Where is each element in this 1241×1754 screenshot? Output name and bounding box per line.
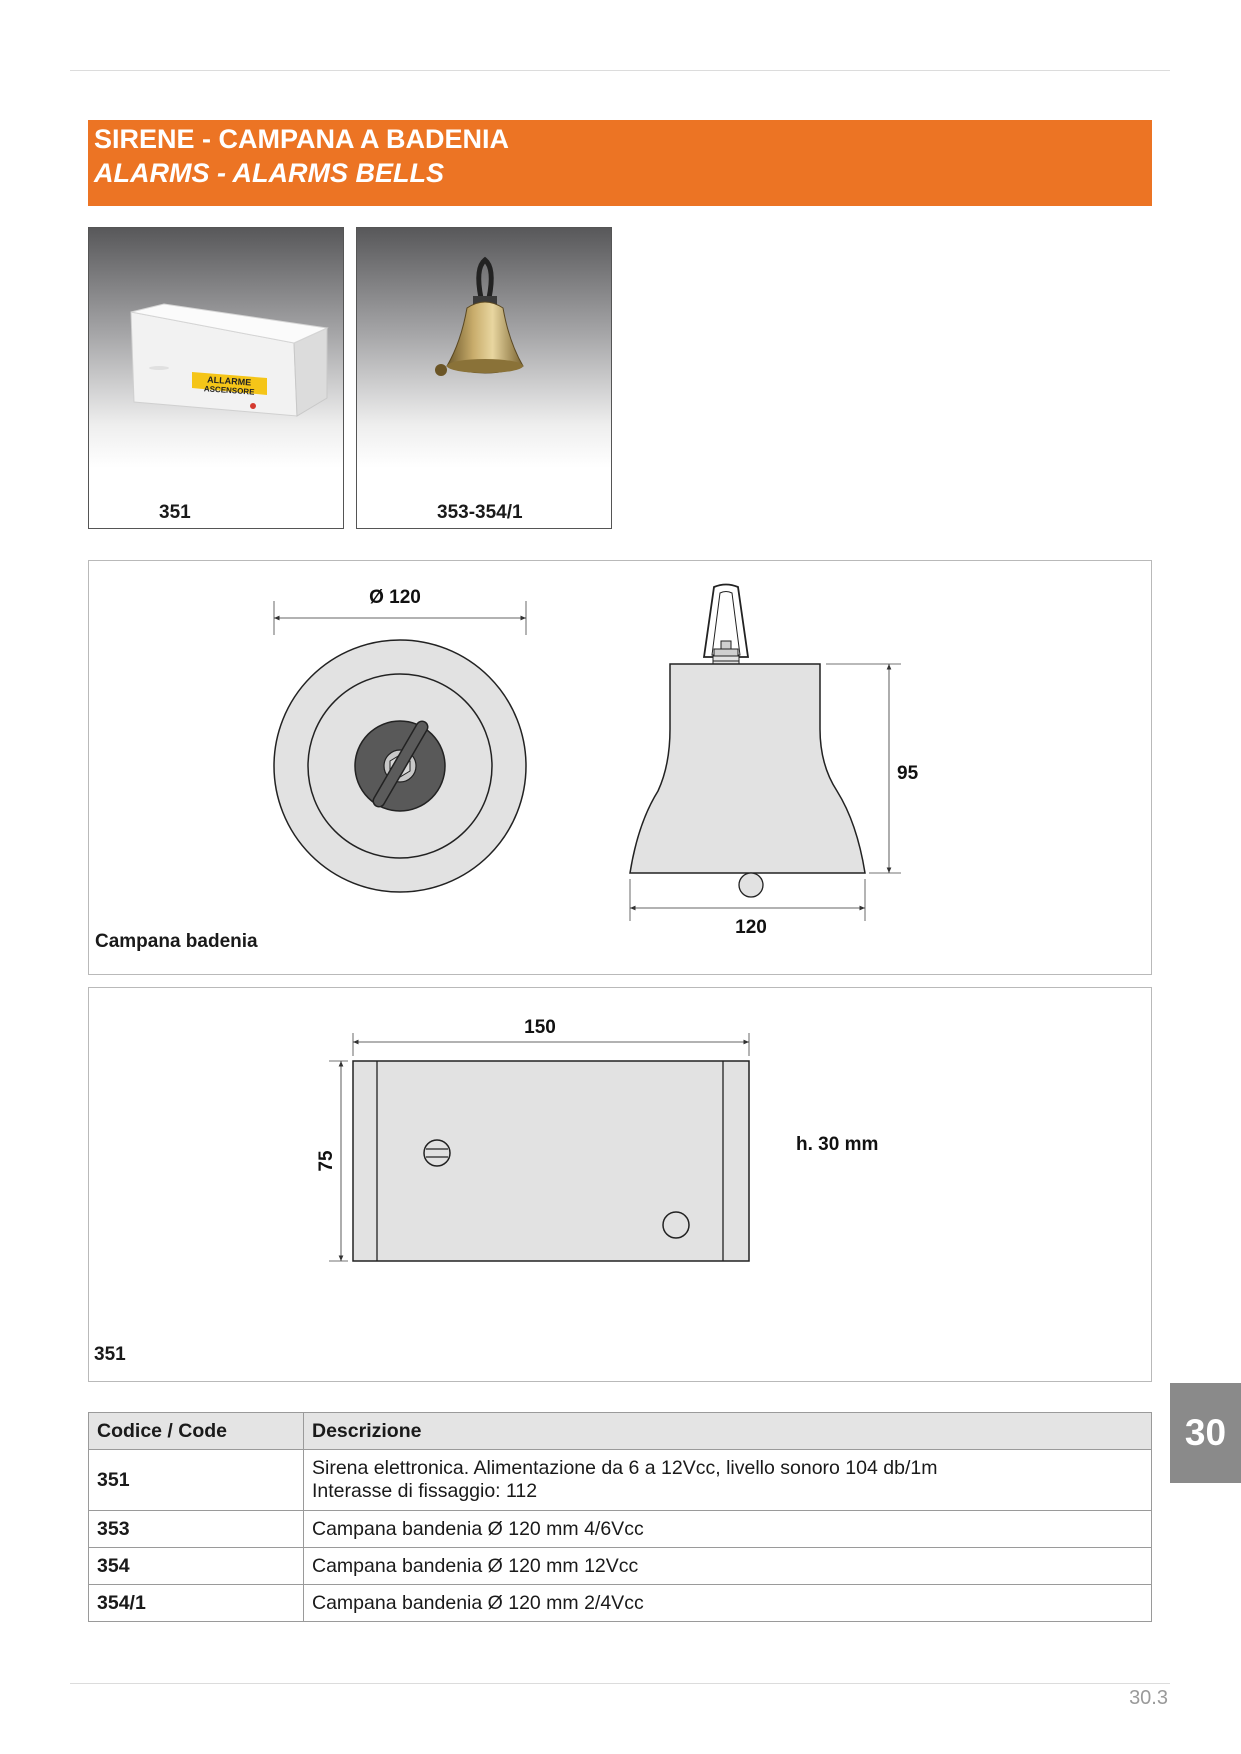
product-code: 353	[89, 1511, 304, 1548]
width-dimension: 120	[735, 917, 767, 938]
siren-width-dimension: 150	[524, 1017, 556, 1038]
column-header-code: Codice / Code	[89, 1413, 304, 1450]
top-rule	[70, 70, 1170, 71]
product-description: Campana bandenia Ø 120 mm 2/4Vcc	[304, 1585, 1152, 1622]
section-title-italian: SIRENE - CAMPANA A BADENIA	[94, 124, 510, 154]
bell-image	[357, 228, 611, 528]
section-title-english: ALARMS - ALARMS BELLS	[94, 158, 444, 188]
siren-label-line2: ASCENSORE	[203, 384, 255, 397]
table-header-row	[89, 1413, 1152, 1450]
siren-drawing-panel	[88, 987, 1152, 1382]
product-code: 354	[89, 1548, 304, 1585]
bell-technical-drawing	[89, 561, 1151, 974]
description-line: Sirena elettronica. Alimentazione da 6 a 12Vcc, livello sonoro 104 db/1m	[312, 1457, 938, 1479]
bell-drawing-title: Campana badenia	[95, 931, 258, 952]
table-row	[89, 1450, 1152, 1511]
siren-drawing-title: 351	[94, 1344, 126, 1365]
photo-caption: 353-354/1	[437, 502, 523, 523]
height-dimension: 95	[897, 763, 919, 784]
section-tab: 30	[1170, 1383, 1241, 1483]
bottom-rule	[70, 1683, 1170, 1684]
siren-height-dimension: 75	[316, 1150, 337, 1172]
photo-siren-351	[88, 227, 344, 529]
product-table	[88, 1412, 1152, 1622]
product-code: 351	[89, 1450, 304, 1511]
section-banner	[88, 120, 1152, 206]
table-row	[89, 1511, 1152, 1548]
page-number: 30.3	[1129, 1687, 1168, 1709]
column-header-description: Descrizione	[304, 1413, 1152, 1450]
siren-depth-dimension: h. 30 mm	[796, 1134, 879, 1155]
siren-label-line1: ALLARME	[206, 374, 252, 388]
bell-drawing-panel	[88, 560, 1152, 975]
description-line: Interasse di fissaggio: 112	[312, 1480, 538, 1502]
product-code: 354/1	[89, 1585, 304, 1622]
siren-box-image	[89, 228, 343, 528]
diameter-dimension: Ø 120	[369, 587, 421, 608]
photo-caption: 351	[159, 502, 191, 523]
product-description	[304, 1450, 1152, 1511]
photo-bell-353-354-1	[356, 227, 612, 529]
product-description: Campana bandenia Ø 120 mm 12Vcc	[304, 1548, 1152, 1585]
product-description: Campana bandenia Ø 120 mm 4/6Vcc	[304, 1511, 1152, 1548]
siren-technical-drawing	[89, 988, 1151, 1381]
table-row	[89, 1585, 1152, 1622]
table-row	[89, 1548, 1152, 1585]
